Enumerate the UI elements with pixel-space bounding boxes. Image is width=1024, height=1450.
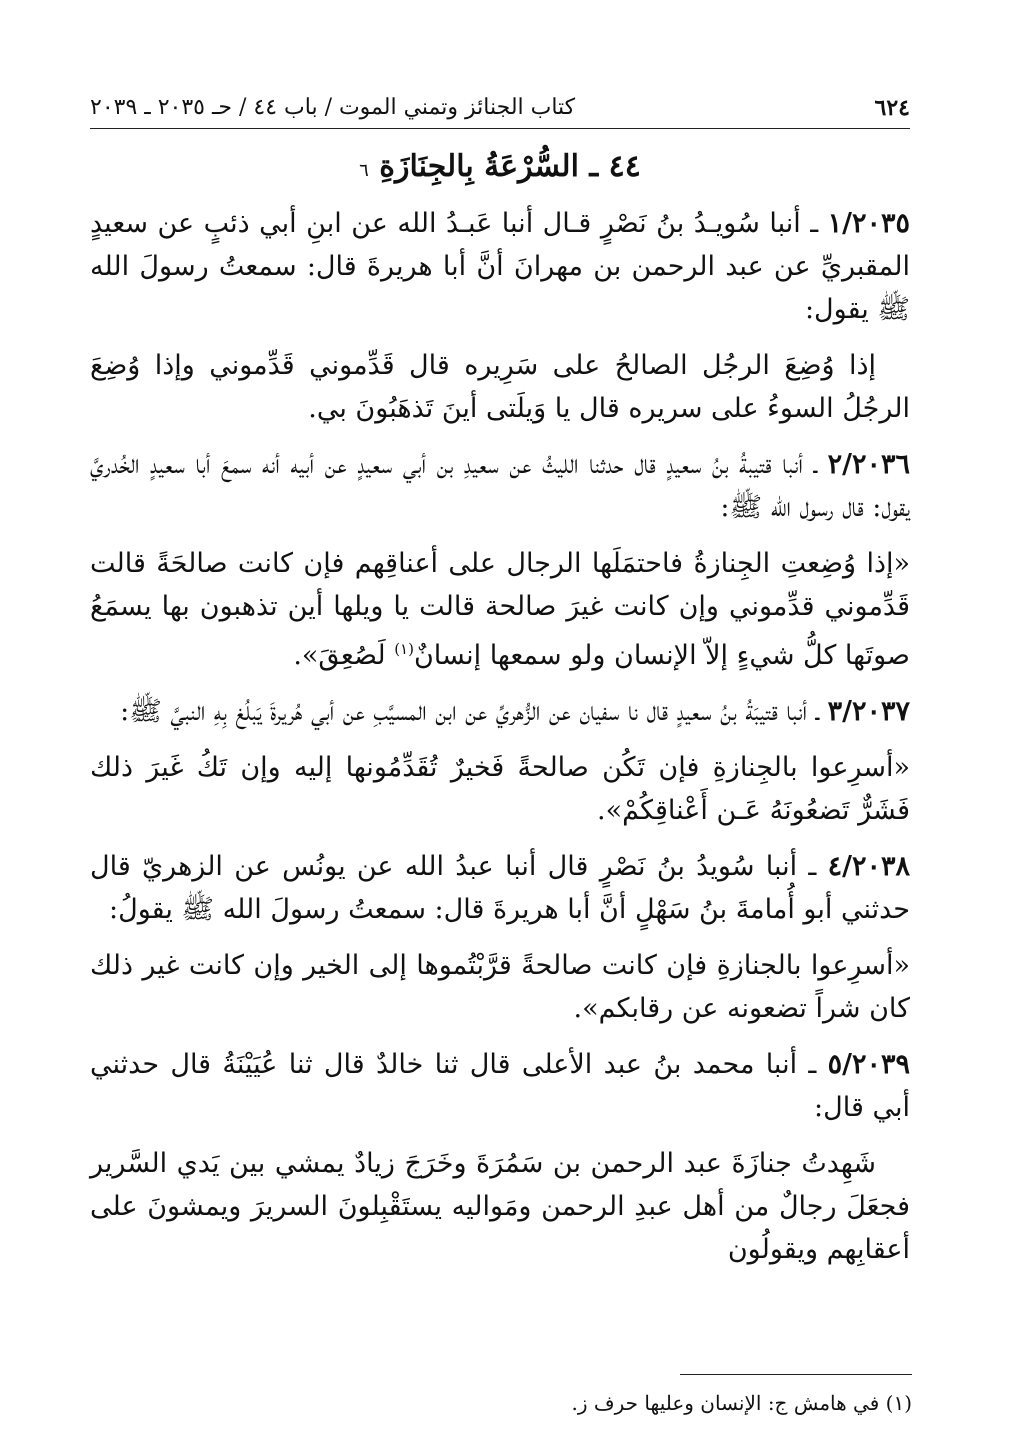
hadith-number: ٣/٢٠٣٧ xyxy=(827,696,910,727)
hadith-text: إذا وُضِعَ الرجُل الصالحُ على سَرِيره قال قَدِّموني قَدِّموني وإذا وُضِعَ الرجُلُ السوءُ على سريره قال يا وَيلَتى أينَ تَذهَبُونَ بي. xyxy=(90,350,910,424)
hadith-number: ١/٢٠٣٥ xyxy=(827,208,910,239)
hadith-body xyxy=(90,202,910,1271)
chapter-title xyxy=(90,149,910,184)
hadith-isnad xyxy=(90,845,910,931)
hadith-matn xyxy=(90,746,910,832)
footnote-reference: (١) xyxy=(394,640,414,658)
hadith-matn xyxy=(90,1142,910,1271)
hadith-text: «أسرِعوا بالجِنازةِ فإن تَكُن صالحةً فَخيرٌ تُقَدِّمُونها إليه وإن تَكُ غَيرَ ذلك فَشَرٌّ تَضعُونَهُ عَـن أَعْناقِكُمْ». xyxy=(90,752,910,826)
chapter-footnote-marker: ٦ xyxy=(359,160,369,181)
hadith-isnad xyxy=(90,690,910,733)
hadith-text: ـ أنبا سُويـدُ بنُ نَصْرٍ قـال أنبا عَبـدُ الله عن ابنِ أبي ذئبٍ عن سعيدٍ المقبريِّ عن عبد الرحمن بن مهرانَ أنَّ أبا هريرةَ قال: سمعتُ رسولَ الله ﷺ يقول: xyxy=(90,208,910,325)
page-number: ٦٢٤ xyxy=(874,95,910,121)
hadith-text: ـ أنبا سُويدُ بنُ نَصْرٍ قال أنبا عبدُ الله عن يونُس عن الزهريّ قال حدثني أبو أُمامةَ بنُ سَهْلٍ أنَّ أبا هريرةَ قال: سمعتُ رسولَ الله ﷺ يقولُ: xyxy=(90,851,910,925)
hadith-matn xyxy=(90,344,910,430)
footnote-text: (١) في هامش ج: الإنسان وعليها حرف ز. xyxy=(571,1391,912,1415)
hadith-number: ٥/٢٠٣٩ xyxy=(827,1049,910,1080)
running-title: كتاب الجنائز وتمني الموت / باب ٤٤ / حـ ٢٠٣٥ ـ ٢٠٣٩ xyxy=(90,95,576,120)
hadith-text: شَهِدتُ جنازَةَ عبد الرحمن بن سَمُرَةَ وخَرَجَ زيادٌ يمشي بين يَدي السَّرير فجعَلَ رجالٌ من أهل عبدِ الرحمن ومَواليه يستَقْبِلونَ السريرَ ويمشونَ على أعقابِهم ويقولُون xyxy=(90,1148,910,1265)
hadith-matn xyxy=(90,542,910,677)
hadith-number: ٤/٢٠٣٨ xyxy=(827,851,910,882)
hadith-text: «أسرِعوا بالجنازةِ فإن كانت صالحةً قرَّبْتُموها إلى الخير وإن كانت غير ذلك كان شراً تضعونه عن رقابكم». xyxy=(90,950,910,1024)
hadith-matn xyxy=(90,944,910,1030)
hadith-number: ٢/٢٠٣٦ xyxy=(827,449,910,480)
hadith-text: «إذا وُضِعتِ الجِنازةُ فاحتمَلَها الرجال على أعناقِهم فإن كانت صالحَةً قالت قَدِّموني قدِّموني وإن كانت غيرَ صالحة قالت يا ويلها أين تذهبون بها يسمَعُ صوتَها كلُّ شيءٍ إلاّ الإنسان ولو سمعها إنسانٌ xyxy=(90,548,910,671)
footnote-divider xyxy=(680,1374,912,1375)
hadith-text: ـ أنبا محمد بنُ عبد الأعلى قال ثنا خالدٌ قال ثنا عُيَيْنَةُ قال حدثني أبي قال: xyxy=(90,1049,910,1123)
hadith-text-tail: لَصُعِقَ». xyxy=(293,640,395,671)
chapter-title-text: ٤٤ ـ السُّرْعَةُ بِالجِنَازَةِ xyxy=(379,149,641,184)
hadith-isnad xyxy=(90,202,910,331)
book-page xyxy=(90,88,910,1284)
hadith-text: ـ أنبا قتيبةُ بنُ سعيدٍ قال حدثنا الليثُ عن سعيدِ بن أبي سعيدٍ عن أبيه أنه سمعَ أبا سعيدٍ الخُدريَّ يقول: قال رسول الله ﷺ: xyxy=(90,449,910,523)
hadith-isnad xyxy=(90,1043,910,1129)
hadith-isnad xyxy=(90,443,910,529)
hadith-text: ـ أنبا قتيبَةُ بنُ سعيدٍ قال نا سفيان عن الزُّهريِّ عن ابن المسيَّبِ عن أبي هُريرةَ يَبلُغ بِهِ النبيَّ ﷺ: xyxy=(120,696,828,727)
running-header xyxy=(90,88,910,129)
footnote xyxy=(572,1388,912,1418)
